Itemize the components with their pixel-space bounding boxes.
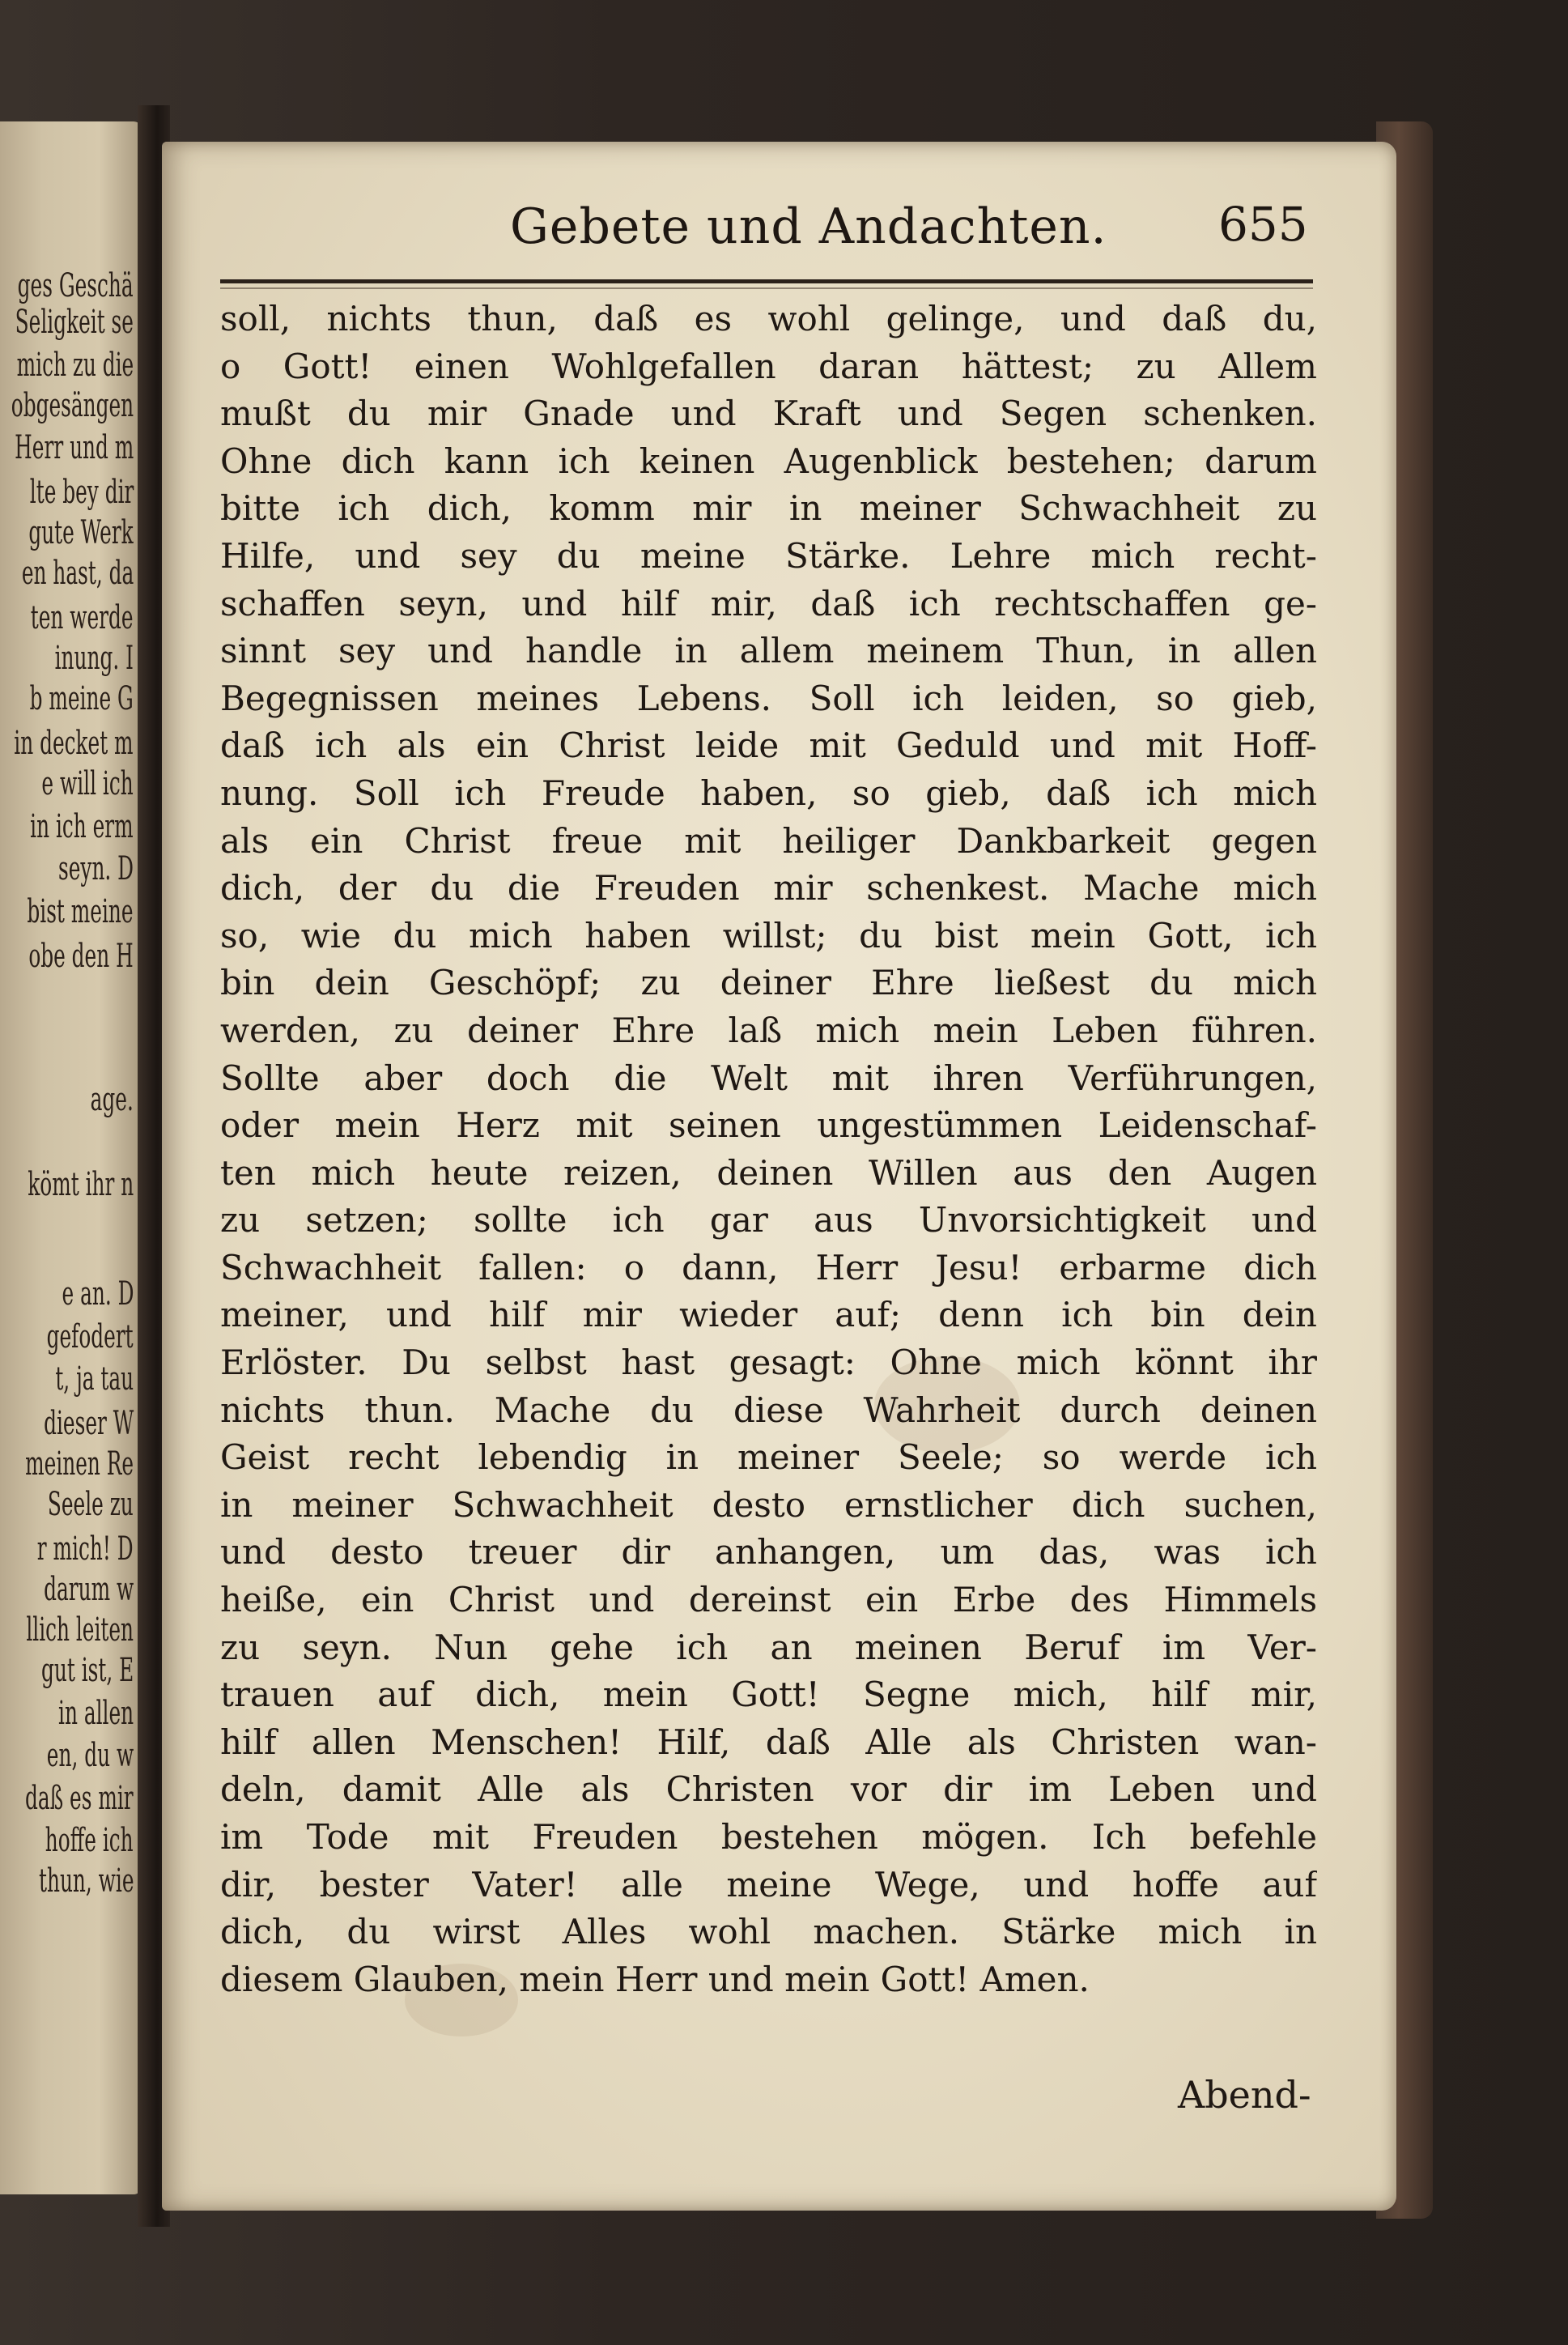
text-line: daß ich als ein Christ leide mit Geduld und mit Hoff-	[220, 726, 1317, 766]
left-page-fragment: Seele zu	[48, 1486, 134, 1523]
text-line: so, wie du mich haben willst; du bist mein Gott, ich	[220, 915, 1317, 955]
text-line: Hilfe, und sey du meine Stärke. Lehre mich recht-	[220, 535, 1317, 576]
text-line: und desto treuer dir anhangen, um das, was ich	[220, 1532, 1317, 1573]
left-page-fragment: gefodert	[46, 1318, 134, 1356]
text-line: ten mich heute reizen, deinen Willen aus den Augen	[220, 1152, 1317, 1193]
text-line: oder mein Herz mit seinen ungestümmen Leidenschaf-	[220, 1105, 1317, 1146]
left-page-fragment: age.	[90, 1081, 134, 1118]
text-line: deln, damit Alle als Christen vor dir im Leben und	[220, 1769, 1317, 1810]
left-page-fragment: daß es mir	[25, 1780, 134, 1817]
left-page-fragment: en, du w	[46, 1737, 134, 1774]
body-text	[220, 296, 1317, 2003]
left-page-fragment: seyn. D	[57, 850, 134, 887]
left-page-fragment: gut ist, E	[40, 1652, 134, 1689]
left-page-fragment: thun, wie	[38, 1862, 134, 1900]
left-page-fragment: e will ich	[41, 765, 134, 802]
book-page	[162, 142, 1396, 2211]
left-page-fragment: b meine G	[29, 680, 134, 717]
text-line: mußt du mir Gnade und Kraft und Segen schenken.	[220, 394, 1317, 434]
left-page-fragment: e an. D	[62, 1275, 134, 1313]
left-page-fragment: lte bey dir	[29, 474, 134, 511]
text-line: bin dein Geschöpf; zu deiner Ehre ließest du mich	[220, 963, 1317, 1003]
left-page-fragment: inung. I	[54, 640, 134, 677]
left-page-fragment: hoffe ich	[45, 1822, 134, 1859]
text-line: bitte ich dich, komm mir in meiner Schwachheit zu	[220, 488, 1317, 529]
text-line: diesem Glauben, mein Herr und mein Gott! Amen.	[220, 1959, 1090, 1999]
text-line: sinnt sey und handle in allem meinem Thun, in allen	[220, 631, 1317, 671]
text-line: werden, zu deiner Ehre laß mich mein Leben führen.	[220, 1010, 1317, 1050]
text-line: im Tode mit Freuden bestehen mögen. Ich befehle	[220, 1817, 1317, 1857]
header-rule	[220, 279, 1313, 283]
text-line: soll, nichts thun, daß es wohl gelinge, und daß du,	[220, 299, 1317, 338]
left-page-fragment: mich zu die	[16, 347, 134, 384]
text-line: meiner, und hilf mir wieder auf; denn ich bin dein	[220, 1295, 1317, 1335]
left-page-fragment: r mich! D	[37, 1530, 134, 1568]
text-line: dich, der du die Freuden mir schenkest. Mache mich	[220, 868, 1317, 909]
left-page-fragment: meinen Re	[25, 1445, 134, 1483]
text-line: Begegnissen meines Lebens. Soll ich leiden, so gieb,	[220, 678, 1317, 718]
left-page-fragment: llich leiten	[26, 1611, 134, 1649]
text-line: nichts thun. Mache du diese Wahrheit durch deinen	[220, 1390, 1317, 1430]
left-page-fragment: in ich erm	[30, 808, 134, 845]
catchword: Abend-	[1178, 2073, 1311, 2117]
left-page-fragment: obgesängen	[11, 387, 134, 424]
left-page-fragment: gute Werk	[28, 514, 134, 551]
left-page-fragment: Herr und m	[14, 429, 134, 466]
text-line: als ein Christ freue mit heiliger Dankbarkeit gegen	[220, 820, 1317, 861]
text-line: Erlöster. Du selbst hast gesagt: Ohne mich könnt ihr	[220, 1343, 1317, 1383]
left-page-fragment: ten werde	[31, 599, 134, 636]
text-line: Ohne dich kann ich keinen Augenblick bestehen; darum	[220, 440, 1317, 481]
left-page-fragment: kömt ihr n	[28, 1166, 134, 1203]
left-page-fragment: Seligkeit se	[15, 304, 134, 341]
running-head	[162, 142, 1396, 287]
text-line: heiße, ein Christ und dereinst ein Erbe des Himmels	[220, 1580, 1317, 1620]
text-line: dir, bester Vater! alle meine Wege, und hoffe auf	[220, 1864, 1317, 1905]
text-line: Schwachheit fallen: o dann, Herr Jesu! erbarme dich	[220, 1247, 1317, 1287]
running-head-title: Gebete und Andachten.	[510, 198, 1107, 255]
text-line: nung. Soll ich Freude haben, so gieb, daß ich mich	[220, 772, 1317, 813]
left-page-fragment: in allen	[57, 1695, 134, 1732]
left-page-fragment: ges Geschä	[17, 267, 134, 304]
text-line: dich, du wirst Alles wohl machen. Stärke mich in	[220, 1912, 1317, 1952]
left-page-fragment: t, ja tau	[55, 1360, 134, 1398]
text-line: hilf allen Menschen! Hilf, daß Alle als Christen wan-	[220, 1722, 1317, 1762]
left-page-fragment: bist meine	[27, 893, 134, 930]
text-line: Geist recht lebendig in meiner Seele; so werde ich	[220, 1437, 1317, 1478]
text-line: zu setzen; sollte ich gar aus Unvorsichtigkeit und	[220, 1200, 1317, 1241]
text-line: Sollte aber doch die Welt mit ihren Verführungen,	[220, 1058, 1317, 1098]
left-page-fragment: en hast, da	[21, 555, 134, 592]
left-page-fragment: dieser W	[43, 1405, 134, 1442]
page-number: 655	[1218, 197, 1308, 252]
text-line: zu seyn. Nun gehe ich an meinen Beruf im Ver-	[220, 1627, 1317, 1667]
header-rule-thin	[220, 287, 1313, 289]
left-page-fragment: darum w	[43, 1571, 134, 1608]
text-line: in meiner Schwachheit desto ernstlicher dich suchen,	[220, 1484, 1317, 1525]
left-page-fragment: in decket m	[14, 725, 134, 762]
text-line: o Gott! einen Wohlgefallen daran hättest; zu Allem	[220, 346, 1317, 386]
text-line: trauen auf dich, mein Gott! Segne mich, hilf mir,	[220, 1675, 1317, 1715]
left-facing-page	[0, 121, 142, 2194]
left-page-fragment: obe den H	[28, 938, 134, 975]
text-line: schaffen seyn, und hilf mir, daß ich rechtschaffen ge-	[220, 583, 1317, 623]
